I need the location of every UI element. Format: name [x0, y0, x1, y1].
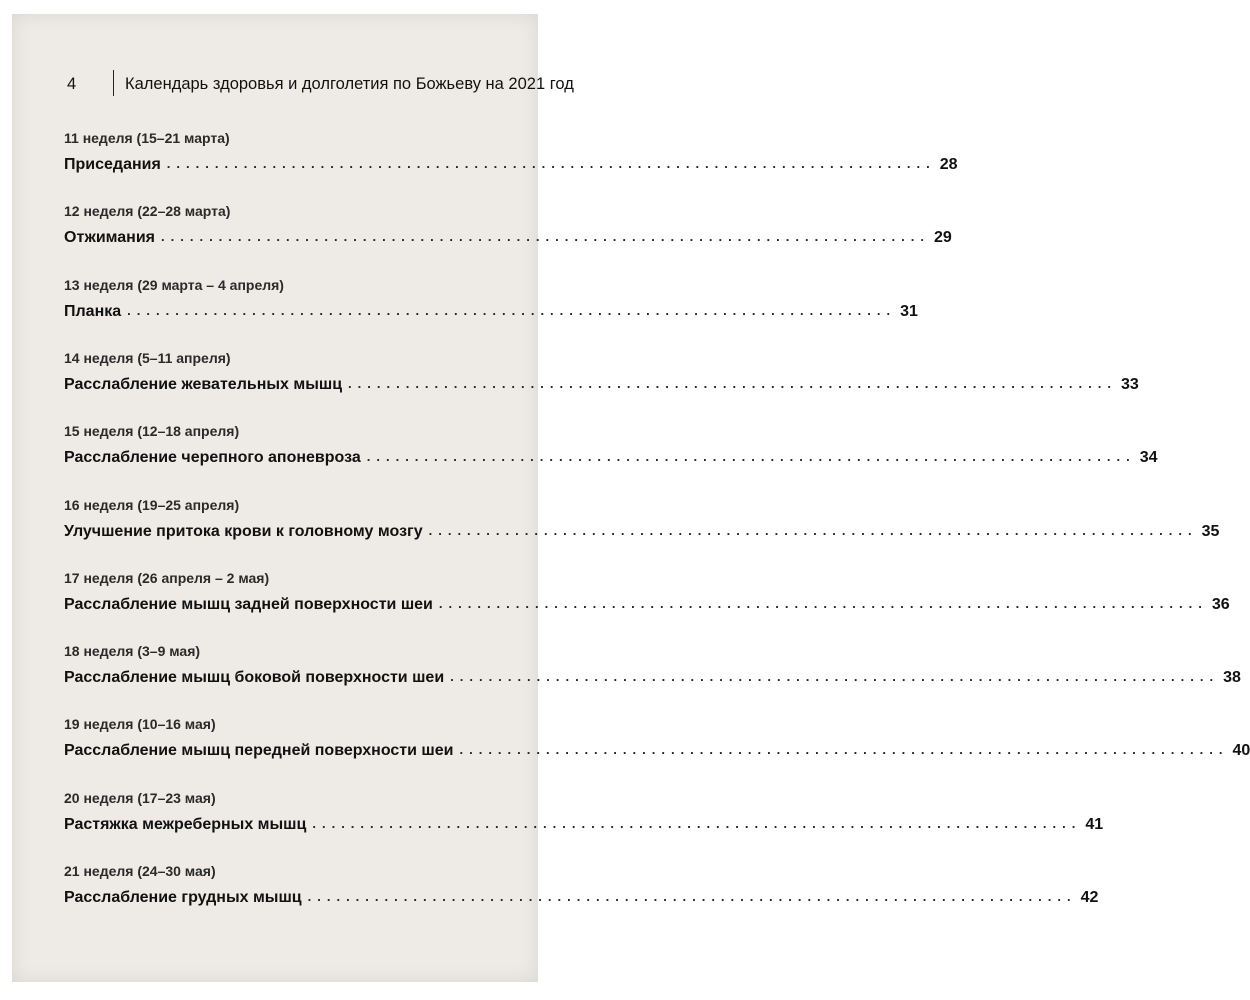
book-page [12, 14, 1250, 982]
toc-entry[interactable] [64, 669, 1241, 687]
toc-entry-page-number: 33 [1120, 375, 1139, 393]
toc-week-heading: 12 неделя (22–28 марта) [64, 203, 231, 220]
toc-entry-page-number: 40 [1232, 742, 1250, 760]
toc-entry[interactable] [64, 522, 1220, 541]
toc-entry-title: Расслабление мышц передней поверхности шеи [64, 742, 454, 760]
dot-leader: ................................................................................ [166, 156, 936, 171]
dot-leader: ................................................................................ [450, 669, 1220, 685]
dot-leader: ................................................................................ [312, 815, 1082, 831]
toc-entry-title: Отжимания [64, 229, 156, 247]
toc-week-heading: 11 неделя (15–21 марта) [64, 130, 230, 146]
toc-week-heading: 13 неделя (29 марта – 4 апреля) [64, 276, 284, 293]
toc-entry[interactable] [64, 889, 1099, 907]
toc-entry-title: Расслабление черепного апоневроза [64, 449, 361, 467]
toc-week-heading: 15 неделя (12–18 апреля) [64, 423, 240, 440]
dot-leader: ................................................................................ [459, 742, 1229, 758]
toc-week-heading: 16 неделя (19–25 апреля) [64, 496, 240, 513]
book-title: Календарь здоровья и долголетия по Божьеву на 2021 год [125, 75, 574, 93]
toc-entry-title: Планка [64, 302, 122, 320]
toc-week-heading: 14 неделя (5–11 апреля) [64, 349, 231, 366]
toc-entry-title: Растяжка межреберных мышц [64, 815, 307, 833]
toc-week-heading: 21 неделя (24–30 мая) [64, 863, 216, 879]
toc-week-heading: 19 неделя (10–16 мая) [64, 716, 216, 733]
toc-entry-page-number: 34 [1139, 449, 1158, 467]
toc-entry-title: Расслабление мышц боковой поверхности шеи [64, 669, 445, 687]
dot-leader: ................................................................................ [307, 889, 1077, 904]
dot-leader: ................................................................................ [348, 375, 1117, 391]
toc-entry[interactable] [64, 815, 1104, 834]
toc-entry[interactable] [64, 742, 1250, 760]
toc-entry-title: Расслабление жевательных мышц [64, 375, 343, 393]
toc-entry-title: Расслабление мышц задней поверхности шеи [64, 595, 433, 613]
toc-entry[interactable] [64, 449, 1158, 467]
dot-leader: ................................................................................ [366, 449, 1136, 465]
toc-list [12, 14, 1250, 982]
page-number: 4 [67, 75, 77, 93]
toc-entry-page-number: 35 [1201, 522, 1220, 540]
toc-week-heading: 20 неделя (17–23 мая) [64, 789, 216, 806]
toc-entry[interactable] [64, 375, 1139, 394]
toc-entry-page-number: 38 [1223, 669, 1241, 687]
toc-entry-title: Приседания [64, 156, 161, 173]
dot-leader: ................................................................................ [438, 595, 1208, 611]
toc-entry-page-number: 28 [939, 156, 958, 173]
toc-week-heading: 18 неделя (3–9 мая) [64, 643, 201, 660]
dot-leader: ................................................................................ [127, 302, 897, 318]
toc-entry-page-number: 41 [1085, 815, 1104, 833]
toc-entry[interactable] [64, 156, 958, 174]
toc-entry-page-number: 31 [900, 302, 918, 320]
toc-week-heading: 17 неделя (26 апреля – 2 мая) [64, 569, 270, 586]
toc-entry-title: Расслабление грудных мышц [64, 889, 302, 906]
toc-entry[interactable] [64, 302, 918, 321]
toc-entry-page-number: 42 [1080, 889, 1099, 906]
toc-entry[interactable] [64, 229, 952, 247]
toc-entry-title: Улучшение притока крови к головному мозгу [64, 522, 423, 540]
toc-entry-page-number: 36 [1211, 595, 1230, 613]
dot-leader: ................................................................................ [161, 229, 930, 245]
dot-leader: ................................................................................ [428, 522, 1198, 538]
toc-entry-page-number: 29 [933, 229, 952, 247]
toc-entry[interactable] [64, 595, 1230, 614]
